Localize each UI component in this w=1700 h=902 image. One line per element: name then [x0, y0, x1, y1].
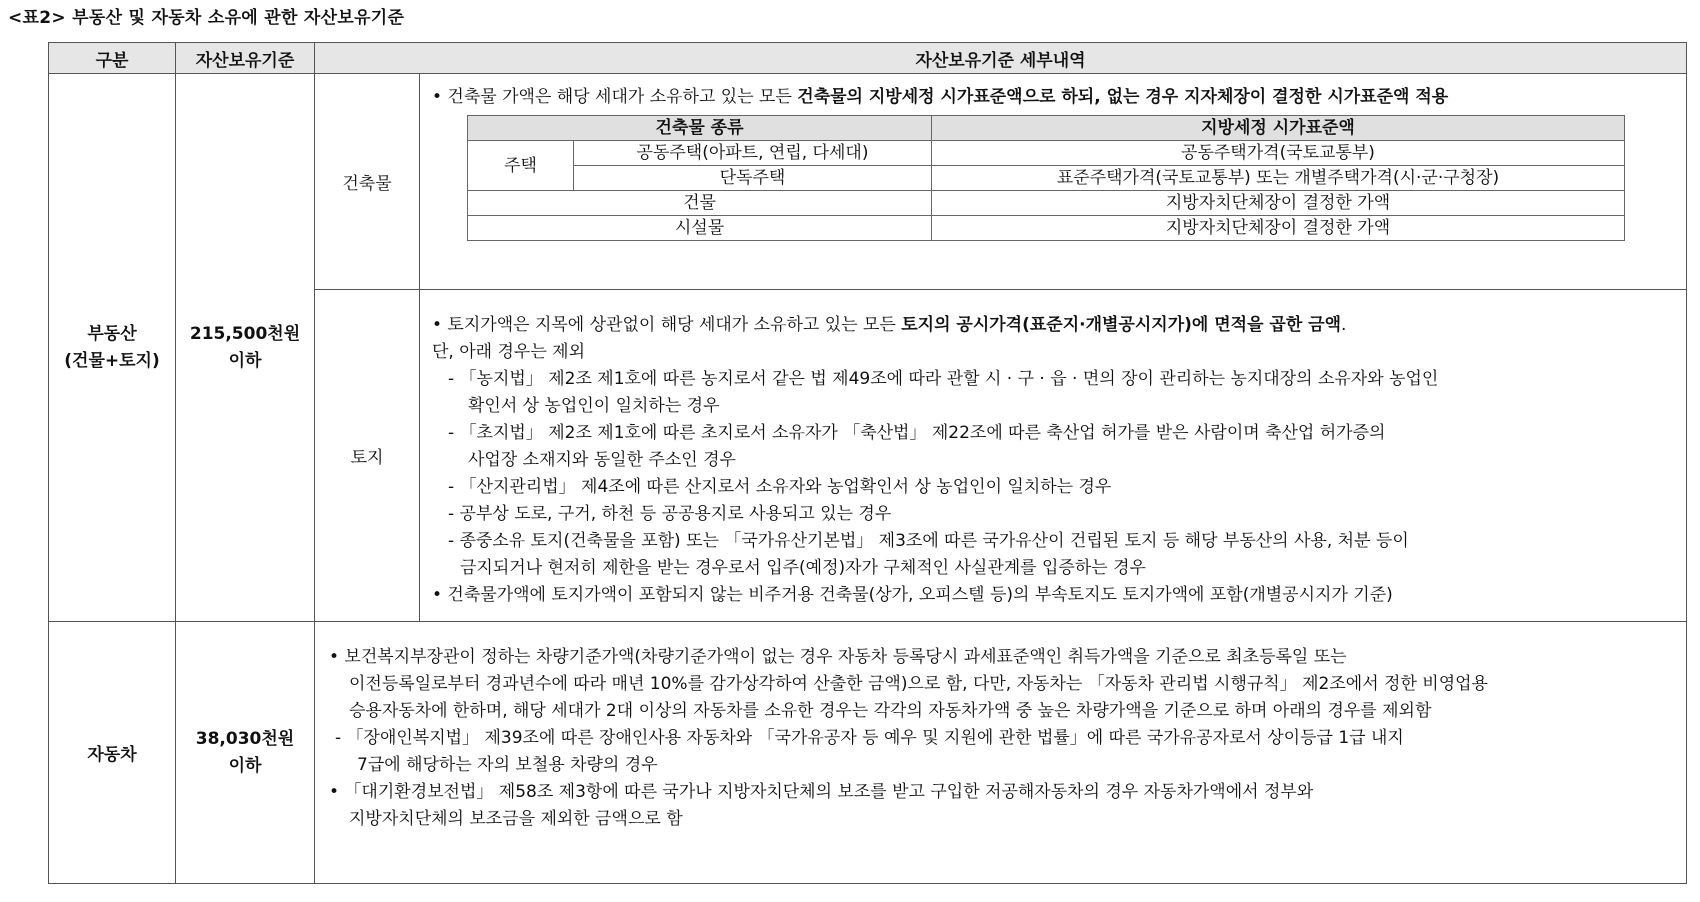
car-line: • 「대기환경보전법」 제58조 제3항에 따른 국가나 지방자치단체의 보조를 받고 구입한 저공해자동차의 경우 자동차가액에서 정부와: [329, 782, 1314, 802]
car-standard-amount: 38,030천원: [195, 728, 295, 749]
building-bullet: [432, 84, 1686, 111]
building-bullet-bold: 건축물의 지방세정 시가표준액으로 하되, 없는 경우 지자체장이 결정한 시가표준액 적용: [797, 87, 1449, 107]
inner-header-row: [468, 116, 1625, 141]
inner-row: [468, 141, 1625, 166]
inner-value: 공동주택가격(국토교통부): [932, 141, 1625, 166]
land-exception-line: - 「산지관리법」 제4조에 따른 산지로서 소유자와 농업확인서 상 농업인이 일치하는 경우: [448, 477, 1112, 497]
inner-value: 지방자치단체장이 결정한 가액: [932, 191, 1625, 216]
land-exception-line: - 「초지법」 제2조 제1호에 따른 초지로서 소유자가 「축산법」 제22조에 따른 축산업 허가를 받은 사람이며 축산업 허가증의: [448, 423, 1386, 443]
car-standard-limit: 이하: [228, 755, 262, 776]
header-row: [49, 43, 1687, 74]
land-exception-line: - 공부상 도로, 구거, 하천 등 공공용지로 사용되고 있는 경우: [448, 504, 892, 524]
table-caption: <표2> 부동산 및 자동차 소유에 관한 자산보유기준: [8, 8, 405, 28]
inner-type: 건물: [468, 191, 932, 216]
inner-type: 단독주택: [574, 166, 932, 191]
car-line: 승용자동차에 한하며, 해당 세대가 2대 이상의 자동차를 소유한 경우는 각각의 자동차가액 중 높은 차량가액을 기준으로 하며 아래의 경우를 제외함: [349, 701, 1432, 721]
building-detail: [420, 74, 1687, 290]
car-category: 자동차: [49, 622, 176, 884]
land-exception-line: - 「농지법」 제2조 제1호에 따른 농지로서 같은 법 제49조에 따라 관할 시 · 구 · 읍 · 면의 장이 관리하는 농지대장의 소유자와 농업인: [448, 369, 1439, 389]
row-building: [49, 74, 1687, 290]
land-bullet-2: • 건축물가액에 토지가액이 포함되지 않는 비주거용 건축물(상가, 오피스텔 등)의 부속토지도 토지가액에 포함(개별공시지가 기준): [432, 585, 1393, 605]
realestate-standard-limit: 이하: [228, 350, 262, 371]
realestate-standard-cell: [176, 74, 315, 622]
car-line: 7급에 해당하는 자의 보철용 차량의 경우: [357, 755, 658, 775]
land-exception-line: - 종중소유 토지(건축물을 포함) 또는 「국가유산기본법」 제3조에 따른 국가유산이 건립된 토지 등 해당 부동산의 사용, 처분 등이: [448, 531, 1409, 551]
inner-type: 공동주택(아파트, 연립, 다세대): [574, 141, 932, 166]
car-line: 지방자치단체의 보조금을 제외한 금액으로 함: [349, 809, 683, 829]
inner-value: 지방자치단체장이 결정한 가액: [932, 216, 1625, 241]
inner-value: 표준주택가격(국토교통부) 또는 개별주택가격(시·군·구청장): [932, 166, 1625, 191]
land-label: 토지: [315, 290, 420, 622]
inner-row: [468, 216, 1625, 241]
car-line: 이전등록일로부터 경과년수에 따라 매년 10%를 감가상각하여 산출한 금액)으로 함, 다만, 자동차는 「자동차 관리법 시행규칙」 제2조에서 정한 비영업용: [349, 674, 1488, 694]
land-detail: [420, 290, 1687, 622]
inner-header-value: 지방세정 시가표준액: [932, 116, 1625, 141]
car-line: - 「장애인복지법」 제39조에 따른 장애인사용 자동차와 「국가유공자 등 예우 및 지원에 관한 법률」에 따른 국가유공자로서 상이등급 1급 내지: [335, 728, 1404, 748]
inner-header-type: 건축물 종류: [468, 116, 932, 141]
car-detail: [315, 622, 1687, 884]
inner-housing-label: 주택: [468, 141, 574, 191]
building-label: 건축물: [315, 74, 420, 290]
realestate-standard-amount: 215,500천원: [189, 323, 301, 344]
realestate-category-cell: [49, 74, 176, 622]
land-exception-intro: 단, 아래 경우는 제외: [432, 342, 585, 362]
building-price-table: [467, 115, 1625, 241]
realestate-category-sub: (건물+토지): [64, 350, 160, 371]
land-exception-line: 사업장 소재지와 동일한 주소인 경우: [468, 450, 736, 470]
asset-standard-table: [48, 42, 1687, 884]
row-car: [49, 622, 1687, 884]
land-bullet-bold: 토지의 공시가격(표준지·개별공시지가)에 면적을 곱한 금액: [901, 315, 1342, 335]
header-standard: 자산보유기준: [176, 43, 315, 74]
realestate-category: 부동산: [87, 323, 137, 344]
land-exception-line: 확인서 상 농업인이 일치하는 경우: [468, 396, 720, 416]
header-detail: 자산보유기준 세부내역: [315, 43, 1687, 74]
land-bullet-suffix: .: [1341, 315, 1347, 335]
car-line: • 보건복지부장관이 정하는 차량기준가액(차량기준가액이 없는 경우 자동차 등록당시 과세표준액인 취득가액을 기준으로 최초등록일 또는: [329, 647, 1347, 667]
inner-type: 시설물: [468, 216, 932, 241]
building-bullet-text: • 건축물 가액은 해당 세대가 소유하고 있는 모든: [432, 87, 798, 107]
car-standard-cell: [176, 622, 315, 884]
land-bullet-text: • 토지가액은 지목에 상관없이 해당 세대가 소유하고 있는 모든: [432, 315, 902, 335]
inner-row: [468, 166, 1625, 191]
inner-row: [468, 191, 1625, 216]
land-bullet: [432, 312, 1686, 339]
land-exception-line: 금지되거나 현저히 제한을 받는 경우로서 입주(예정)자가 구체적인 사실관계를 입증하는 경우: [460, 558, 1146, 578]
header-category: 구분: [49, 43, 176, 74]
